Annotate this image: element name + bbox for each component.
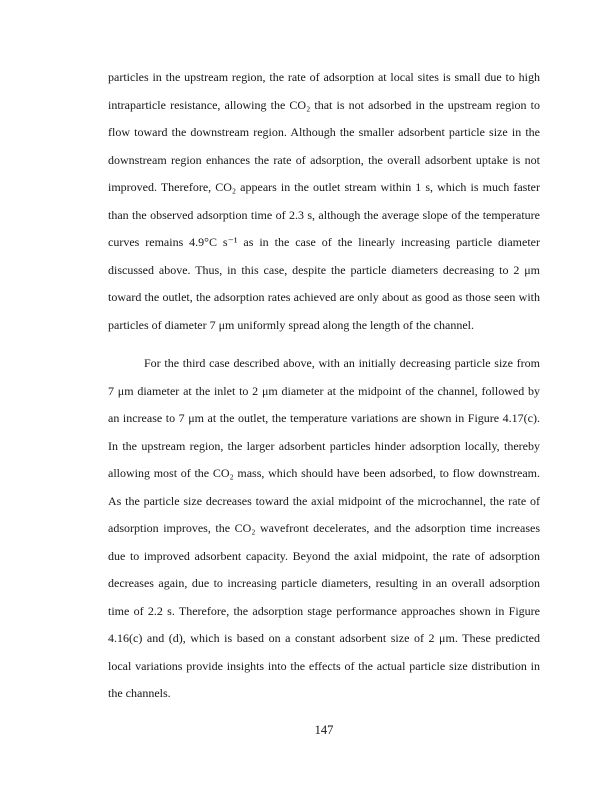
text-line: due to improved adsorbent capacity. Beyond the axial midpoint, the rate of adsorption	[108, 548, 540, 563]
text-line: adsorption improves, the CO₂ wavefront decelerates, and the adsorption time increases	[108, 521, 540, 535]
text-line: particles in the upstream region, the rate of adsorption at local sites is small due to high	[108, 70, 540, 84]
text-line: decreases again, due to increasing particle diameters, resulting in an overall adsorption	[108, 576, 540, 590]
text-line: As the particle size decreases toward the axial midpoint of the microchannel, the rate of	[108, 493, 540, 508]
paragraph-1	[108, 64, 540, 339]
text-line: In the upstream region, the larger adsorbent particles hinder adsorption locally, thereby	[108, 438, 540, 453]
text-line: curves remains 4.9°C s⁻¹ as in the case of the linearly increasing particle diameter	[108, 235, 540, 249]
text-line: the channels.	[108, 686, 171, 700]
body-text	[108, 64, 540, 708]
text-line: discussed above. Thus, in this case, despite the particle diameters decreasing to 2 μm	[108, 262, 540, 277]
text-line: downstream region enhances the rate of adsorption, the overall adsorbent uptake is not	[108, 152, 540, 167]
text-line: 7 μm diameter at the inlet to 2 μm diameter at the midpoint of the channel, followed by	[108, 383, 540, 398]
text-line: time of 2.2 s. Therefore, the adsorption stage performance approaches shown in Figure	[108, 603, 540, 618]
text-line: For the third case described above, with an initially decreasing particle size from	[144, 356, 540, 370]
text-line: local variations provide insights into the effects of the actual particle size distribution in	[108, 658, 540, 673]
text-line: than the observed adsorption time of 2.3 s, although the average slope of the temperature	[108, 207, 540, 222]
paragraph-2	[108, 350, 540, 708]
text-line: toward the outlet, the adsorption rates achieved are only about as good as those seen with	[108, 290, 540, 304]
text-line: intraparticle resistance, allowing the CO₂ that is not adsorbed in the upstream region to	[108, 97, 540, 112]
page-number: 147	[314, 723, 334, 737]
text-line: particles of diameter 7 μm uniformly spread along the length of the channel.	[108, 317, 474, 332]
text-line: allowing most of the CO₂ mass, which should have been adsorbed, to flow downstream.	[108, 466, 540, 480]
text-line: 4.16(c) and (d), which is based on a constant adsorbent size of 2 μm. These predicted	[108, 631, 540, 645]
text-line: an increase to 7 μm at the outlet, the temperature variations are shown in Figure 4.17(c).	[108, 411, 540, 425]
text-line: flow toward the downstream region. Although the smaller adsorbent particle size in the	[108, 125, 540, 139]
text-line: improved. Therefore, CO₂ appears in the outlet stream within 1 s, which is much faster	[108, 180, 540, 194]
